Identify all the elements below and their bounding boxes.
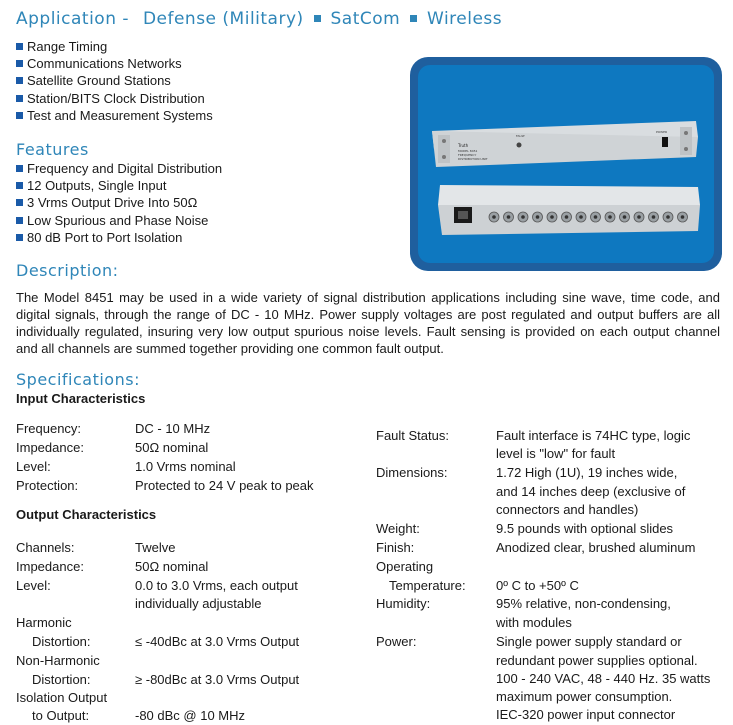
bnc-pin-icon xyxy=(507,215,511,219)
list-item: Satellite Ground Stations xyxy=(16,72,213,89)
spec-label: Level: xyxy=(16,578,51,593)
bullet-square-icon xyxy=(16,165,23,172)
bnc-pin-icon xyxy=(637,215,641,219)
bullet-square-icon xyxy=(16,182,23,189)
application-item-defense: Defense (Military) xyxy=(142,9,304,29)
features-heading: Features xyxy=(16,140,89,159)
bullet-square-icon xyxy=(16,77,23,84)
spec-label: Distortion: xyxy=(32,634,91,649)
spec-label: Impedance: xyxy=(16,440,84,455)
spec-value: IEC-320 power input connector xyxy=(496,707,676,722)
spec-label: Isolation Output xyxy=(16,690,108,705)
spec-value: Twelve xyxy=(135,540,176,555)
rack-unit-illustration xyxy=(418,65,714,263)
spec-label: Non-Harmonic xyxy=(16,653,100,668)
spec-label: Channels: xyxy=(16,540,75,555)
spec-label: Operating xyxy=(376,559,434,574)
panel-subtitle-3: DISTRIBUTION UNIT xyxy=(458,157,488,161)
front-panel xyxy=(432,121,698,167)
spec-value: Protected to 24 V peak to peak xyxy=(135,478,314,493)
product-photo-frame xyxy=(410,57,722,271)
bnc-pin-icon xyxy=(608,215,612,219)
bullet-square-icon xyxy=(16,43,23,50)
spec-value: 95% relative, non-condensing, xyxy=(496,596,671,611)
bnc-pin-icon xyxy=(594,215,598,219)
bullet-square-icon xyxy=(16,60,23,67)
spec-label: Weight: xyxy=(376,521,420,536)
spec-value: with modules xyxy=(496,615,572,630)
panel-power-label: POWER xyxy=(656,130,668,134)
spec-label: Temperature: xyxy=(389,578,466,593)
spec-value: Anodized clear, brushed aluminum xyxy=(496,540,696,555)
application-item-satcom: SatCom xyxy=(330,9,401,29)
description-text: The Model 8451 may be used in a wide variety of signal distribution applications including sine wave, time code, and digital signals, through the range of DC - 10 MHz. Power supply voltages are post regulated and output buffers are all individually regulated, insuring very low output spurious noise levels. Fault sensing is provided on each output channel and all channels are summed together providing one common fault output. xyxy=(16,290,720,356)
spec-value: redundant power supplies optional. xyxy=(496,653,698,668)
input-characteristics-heading: Input Characteristics xyxy=(16,391,146,406)
spec-value: connectors and handles) xyxy=(496,502,639,517)
application-list xyxy=(16,38,213,124)
list-item: Test and Measurement Systems xyxy=(16,107,213,124)
bnc-pin-icon xyxy=(623,215,627,219)
output-characteristics-heading: Output Characteristics xyxy=(16,507,157,522)
spec-label: Power: xyxy=(376,634,417,649)
spec-label: Distortion: xyxy=(32,672,91,687)
bnc-pin-icon xyxy=(521,215,525,219)
spec-label: Protection: xyxy=(16,478,79,493)
panel-brand: Truth xyxy=(458,143,469,148)
spec-value: ≥ -80dBc at 3.0 Vrms Output xyxy=(135,672,300,687)
bnc-pin-icon xyxy=(536,215,540,219)
list-item: 3 Vrms Output Drive Into 50Ω xyxy=(16,194,222,211)
features-list xyxy=(16,160,222,246)
spec-value: -80 dBc @ 10 MHz xyxy=(135,708,246,723)
panel-subtitle-2: FREQUENCY xyxy=(458,153,477,157)
spec-value: Fault interface is 74HC type, logic xyxy=(496,428,691,443)
bnc-pin-icon xyxy=(492,215,496,219)
spec-value: 1.72 High (1U), 19 inches wide, xyxy=(496,465,678,480)
separator-square-icon xyxy=(314,15,321,22)
bnc-pin-icon xyxy=(550,215,554,219)
bullet-square-icon xyxy=(16,199,23,206)
bullet-square-icon xyxy=(16,234,23,241)
specifications-heading: Specifications: xyxy=(16,370,140,389)
list-item: 80 dB Port to Port Isolation xyxy=(16,229,222,246)
spec-value: 100 - 240 VAC, 48 - 440 Hz. 35 watts xyxy=(496,671,711,686)
spec-label: Humidity: xyxy=(376,596,431,611)
spec-value: Single power supply standard or xyxy=(496,634,682,649)
spec-value: and 14 inches deep (exclusive of xyxy=(496,484,686,499)
rear-panel xyxy=(438,185,700,235)
application-item-wireless: Wireless xyxy=(427,9,503,29)
spec-value: 9.5 pounds with optional slides xyxy=(496,521,674,536)
list-item: Frequency and Digital Distribution xyxy=(16,160,222,177)
spec-value: 0.0 to 3.0 Vrms, each output xyxy=(135,578,298,593)
spec-label: Finish: xyxy=(376,540,415,555)
bnc-pin-icon xyxy=(565,215,569,219)
description-heading: Description: xyxy=(16,261,119,280)
fault-led-icon xyxy=(517,143,522,148)
list-item: Range Timing xyxy=(16,38,213,55)
list-item: Communications Networks xyxy=(16,55,213,72)
bnc-pin-icon xyxy=(579,215,583,219)
application-heading xyxy=(16,9,502,29)
bullet-square-icon xyxy=(16,217,23,224)
spec-label: to Output: xyxy=(32,708,90,723)
spec-label: Harmonic xyxy=(16,615,72,630)
bullet-square-icon xyxy=(16,95,23,102)
separator-square-icon xyxy=(410,15,417,22)
spec-value: level is "low" for fault xyxy=(496,446,616,461)
panel-subtitle-1: MODEL 8451 xyxy=(458,149,478,153)
spec-value: individually adjustable xyxy=(135,596,262,611)
list-item: Station/BITS Clock Distribution xyxy=(16,90,213,107)
spec-label: Fault Status: xyxy=(376,428,449,443)
spec-value: 50Ω nominal xyxy=(135,440,209,455)
spec-value: 50Ω nominal xyxy=(135,559,209,574)
product-photo xyxy=(418,65,714,263)
list-item: Low Spurious and Phase Noise xyxy=(16,212,222,229)
list-item: 12 Outputs, Single Input xyxy=(16,177,222,194)
spec-value: maximum power consumption. xyxy=(496,689,673,704)
spec-label: Impedance: xyxy=(16,559,84,574)
spec-value: ≤ -40dBc at 3.0 Vrms Output xyxy=(135,634,300,649)
spec-label: Dimensions: xyxy=(376,465,448,480)
spec-label: Level: xyxy=(16,459,51,474)
bnc-pin-icon xyxy=(681,215,685,219)
application-prefix: Application - xyxy=(16,9,130,29)
bnc-pin-icon xyxy=(666,215,670,219)
spec-value: 0º C to +50º C xyxy=(496,578,579,593)
bullet-square-icon xyxy=(16,112,23,119)
spec-value: 1.0 Vrms nominal xyxy=(135,459,236,474)
spec-label: Frequency: xyxy=(16,421,82,436)
panel-fault-label: FAULT xyxy=(516,134,525,138)
spec-value: DC - 10 MHz xyxy=(135,421,211,436)
bnc-pin-icon xyxy=(652,215,656,219)
power-switch-icon xyxy=(662,137,668,147)
